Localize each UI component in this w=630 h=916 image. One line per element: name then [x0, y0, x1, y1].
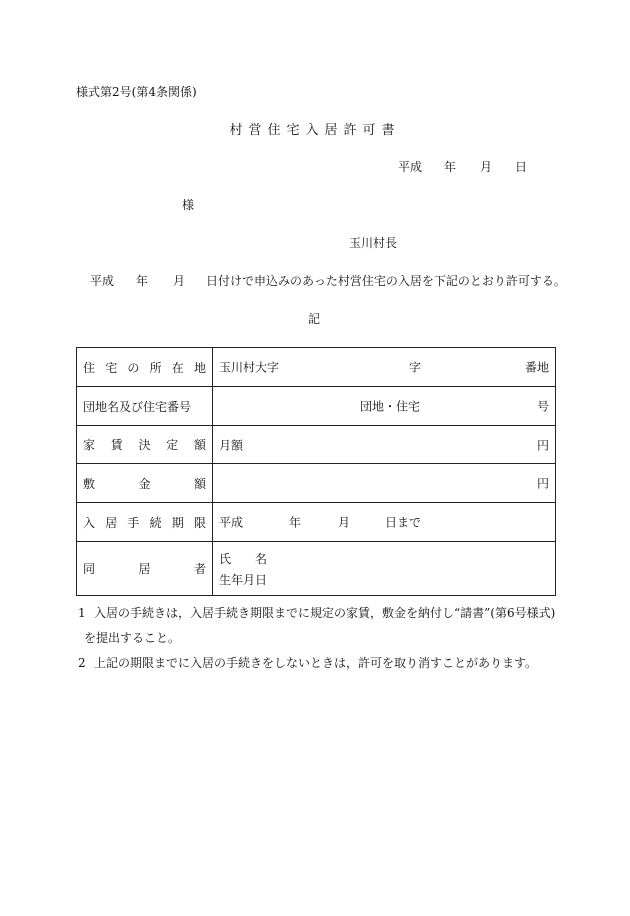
label-char: 居	[138, 562, 151, 576]
value-deadline	[213, 503, 556, 542]
body-year: 年	[136, 274, 149, 288]
value-aza: 字	[409, 360, 422, 375]
table-row	[77, 387, 556, 426]
label-deadline	[77, 503, 213, 542]
label-char: 期	[171, 515, 184, 530]
body-sentence: 日付けで申込みのあった村営住宅の入居を下記のとおり許可する。	[206, 274, 566, 288]
label-deposit	[77, 464, 213, 503]
label-char: 者	[193, 562, 206, 576]
table-row	[77, 503, 556, 542]
value-month: 月	[338, 515, 351, 530]
label-char: 金	[138, 476, 151, 491]
label-char: 家	[83, 438, 96, 452]
value-birthdate-label: 生年月日	[219, 573, 268, 587]
label-char: 額	[193, 476, 206, 491]
label-char: 限	[193, 515, 206, 530]
label-rent	[77, 426, 213, 464]
label-complex-number	[77, 387, 213, 426]
note-number: 2	[78, 656, 86, 670]
table-row	[77, 348, 556, 387]
label-text: 団地名及び住宅番号	[83, 399, 192, 414]
label-char: 手	[127, 515, 140, 530]
note-text-continued: を提出すること。	[84, 631, 181, 645]
label-char: の	[127, 360, 140, 375]
value-oaza: 玉川村大字	[219, 360, 280, 375]
body-era: 平成	[90, 274, 115, 288]
form-number: 様式第2号(第4条関係)	[76, 85, 197, 99]
label-char: 同	[83, 562, 96, 576]
value-banchi: 番地	[524, 360, 549, 375]
ki-heading: 記	[308, 312, 321, 326]
value-until-day: 日まで	[385, 515, 422, 530]
value-yen: 円	[536, 438, 549, 452]
date-era: 平成	[398, 160, 423, 174]
date-month: 月	[480, 160, 493, 174]
value-yen: 円	[536, 476, 549, 491]
label-char: 宅	[105, 360, 118, 375]
label-char: 地	[193, 360, 206, 375]
label-char: 額	[193, 438, 206, 452]
label-char: 定	[166, 438, 179, 452]
note-text: 上記の期限までに入居の手続きをしないときは，許可を取り消すことがあります。	[94, 656, 538, 670]
addressee-suffix: 様	[182, 198, 195, 212]
label-location	[77, 348, 213, 387]
label-char: 在	[171, 360, 184, 375]
value-go: 号	[536, 399, 549, 414]
value-location	[213, 348, 556, 387]
date-year: 年	[444, 160, 457, 174]
value-complex-number	[213, 387, 556, 426]
value-danchi: 団地・住宅	[360, 399, 421, 414]
table-row	[77, 464, 556, 503]
date-day: 日	[515, 160, 528, 174]
label-char: 賃	[110, 438, 123, 452]
note-text: 入居の手続きは，入居手続き期限までに規定の家賃，敷金を納付し“請書”(第6号様式)	[94, 606, 556, 620]
value-monthly: 月額	[219, 438, 244, 452]
label-char: 敷	[83, 476, 96, 491]
label-char: 入	[83, 515, 96, 530]
value-year: 年	[289, 515, 302, 530]
label-char: 所	[149, 360, 162, 375]
label-char: 住	[83, 360, 96, 375]
label-cohabitants	[77, 542, 213, 596]
table-row	[77, 426, 556, 464]
label-char: 決	[138, 438, 151, 452]
value-name-label: 氏 名	[219, 552, 268, 566]
detail-table	[76, 347, 556, 596]
label-char: 続	[149, 515, 162, 530]
value-rent	[213, 426, 556, 464]
value-cohabitants	[213, 542, 556, 596]
document-title: 村営住宅入居許可書	[229, 123, 401, 138]
note-number: 1	[78, 606, 86, 620]
label-char: 居	[105, 515, 118, 530]
body-month: 月	[173, 274, 186, 288]
value-deposit	[213, 464, 556, 503]
issuer-name: 玉川村長	[349, 236, 398, 250]
value-era: 平成	[219, 515, 244, 530]
table-row	[77, 542, 556, 596]
